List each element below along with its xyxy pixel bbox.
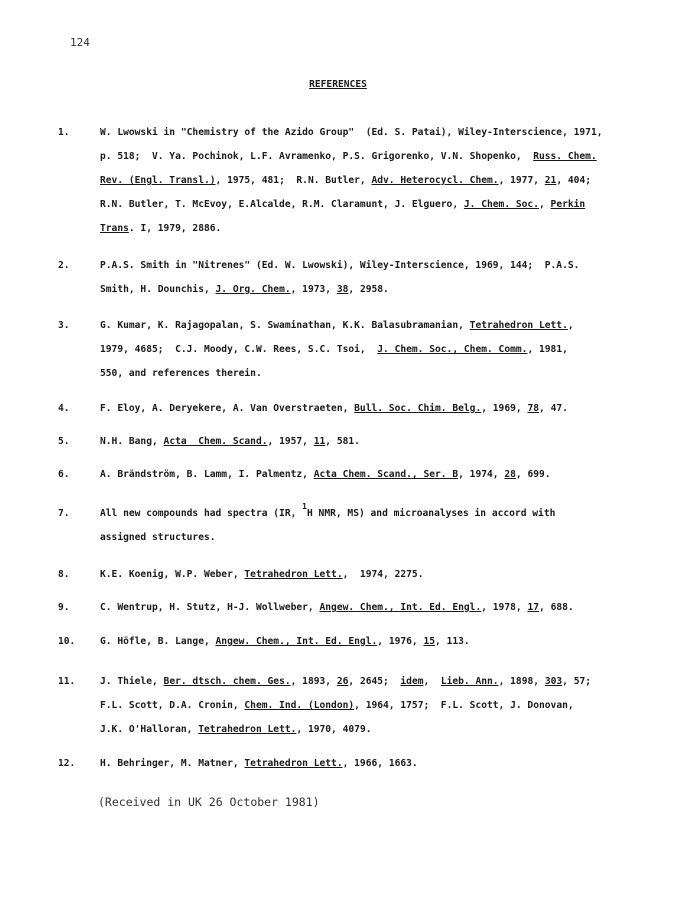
reference-text: Smith, H. Dounchis, [100,284,216,295]
reference-number: 12. [58,758,76,769]
references-heading: REFERENCES [309,79,367,90]
received-date-note: (Received in UK 26 October 1981) [98,795,320,809]
journal-citation: Russ. Chem. [533,151,597,162]
journal-citation: Tetrahedron Lett. [198,724,297,735]
reference-line [100,284,389,295]
reference-text: , 2645; [348,676,401,687]
reference-text: , 1974, 2275. [342,569,424,580]
reference-line [100,223,221,234]
journal-citation: 21 [544,175,557,186]
reference-line [100,260,579,271]
journal-citation: 26 [336,676,349,687]
reference-text: , 1957, [267,436,314,447]
journal-citation: 15 [423,636,436,647]
reference-text: . I, 1979, 2886. [128,223,222,234]
journal-citation: Tetrahedron Lett. [469,320,568,331]
reference-text: , 47. [539,403,568,414]
reference-text: , 1976, [377,636,424,647]
reference-text: assigned structures. [100,532,216,543]
journal-citation: Adv. Heterocycl. Chem. [371,175,499,186]
reference-number: 1. [58,127,70,138]
journal-citation: Bull. Soc. Chim. Belg. [354,403,482,414]
reference-line [100,151,597,162]
reference-text: P.A.S. Smith in "Nitrenes" (Ed. W. Lwowski), Wiley-Interscience, 1969, 144; P.A.S. [100,260,580,271]
reference-text: , 1964, 1757; F.L. Scott, J. Donovan, [354,700,574,711]
reference-text: W. Lwowski in "Chemistry of the Azido Group" (Ed. S. Patai), Wiley-Interscience, 1971, [100,127,603,138]
journal-citation: idem [400,676,424,687]
reference-number: 11. [58,676,76,687]
reference-line [100,403,568,414]
reference-text: , 1966, 1663. [342,758,418,769]
reference-text: C. Wentrup, H. Stutz, H-J. Wollweber, [100,602,320,613]
reference-text: F. Eloy, A. Deryekere, A. Van Overstraeten, [100,403,355,414]
reference-number: 7. [58,508,70,519]
reference-text: , 1981, [527,344,568,355]
reference-text: 550, and references therein. [100,368,262,379]
reference-line [100,676,591,687]
reference-number: 8. [58,569,70,580]
reference-text: 1979, 4685; C.J. Moody, C.W. Rees, S.C. Tsoi, [100,344,378,355]
reference-text: , [538,199,551,210]
reference-text: , 1974, [458,469,505,480]
reference-line [100,320,574,331]
superscript: 1 [302,502,307,511]
reference-text: , 581. [325,436,360,447]
reference-text: , 1978, [481,602,528,613]
reference-line [100,602,574,613]
reference-text: G. Höfle, B. Lange, [100,636,216,647]
reference-text: , 1893, [290,676,337,687]
page-number: 124 [70,36,90,49]
reference-line [100,532,216,543]
reference-text: N.H. Bang, [100,436,164,447]
reference-text: , 1975, 481; R.N. Butler, [215,175,372,186]
reference-number: 9. [58,602,70,613]
reference-number: 3. [58,320,70,331]
reference-number: 5. [58,436,70,447]
journal-citation: 78 [527,403,540,414]
reference-line [100,344,568,355]
reference-line [100,636,470,647]
reference-line [100,758,418,769]
reference-line [100,199,585,210]
journal-citation: Rev. (Engl. Transl.) [100,175,216,186]
reference-line [100,368,262,379]
reference-number: 2. [58,260,70,271]
reference-text: , 113. [435,636,470,647]
journal-citation: J. Chem. Soc., Chem. Comm. [377,344,528,355]
journal-citation: Acta Chem. Scand. [163,436,268,447]
reference-text: , 1898, [498,676,545,687]
reference-text: , 1969, [481,403,528,414]
reference-text: , [423,676,441,687]
journal-citation: J. Chem. Soc. [463,199,539,210]
journal-citation: Chem. Ind. (London) [244,700,355,711]
reference-text: J.K. O'Halloran, [100,724,199,735]
journal-citation: 28 [504,469,516,480]
reference-line [100,436,360,447]
reference-text: R.N. Butler, T. McEvoy, E.Alcalde, R.M. Claramunt, J. Elguero, [100,199,464,210]
journal-citation: Ber. dtsch. chem. Ges. [163,676,291,687]
reference-text: All new compounds had spectra (IR, [100,508,303,519]
reference-text: F.L. Scott, D.A. Cronin, [100,700,245,711]
journal-citation: 303 [544,676,563,687]
journal-citation: 17 [527,602,540,613]
reference-line [100,127,603,138]
reference-text: , 1973, [290,284,337,295]
journal-citation: Trans [100,223,129,234]
journal-citation: Angew. Chem., Int. Ed. Engl. [215,636,378,647]
journal-citation: Perkin [550,199,586,210]
journal-citation: Acta Chem. Scand., Ser. B [313,469,459,480]
reference-line [100,502,556,519]
journal-citation: Tetrahedron Lett. [244,569,343,580]
journal-citation: 38 [336,284,349,295]
journal-citation: Tetrahedron Lett. [244,758,343,769]
reference-text: A. Brändström, B. Lamm, I. Palmentz, [100,469,314,480]
reference-line [100,175,591,186]
reference-line [100,469,551,480]
reference-text: , 1977, [498,175,545,186]
reference-text: p. 518; V. Ya. Pochinok, L.F. Avramenko, P.S. Grigorenko, V.N. Shopenko, [100,151,534,162]
reference-text: G. Kumar, K. Rajagopalan, S. Swaminathan, K.K. Balasubramanian, [100,320,470,331]
reference-number: 10. [58,636,76,647]
reference-line [100,724,372,735]
reference-text: J. Thiele, [100,676,164,687]
reference-text: , 688. [539,602,574,613]
reference-text: K.E. Koenig, W.P. Weber, [100,569,245,580]
reference-text: , 2958. [348,284,389,295]
reference-line [100,700,574,711]
reference-text: , [567,320,574,331]
reference-text: , 57; [562,676,592,687]
journal-citation: Angew. Chem., Int. Ed. Engl. [319,602,482,613]
reference-line [100,569,423,580]
reference-text: , 404; [556,175,591,186]
reference-number: 6. [58,469,70,480]
journal-citation: J. Org. Chem. [215,284,291,295]
reference-number: 4. [58,403,70,414]
journal-citation: Lieb. Ann. [440,676,499,687]
reference-text: H. Behringer, M. Matner, [100,758,245,769]
reference-text: , 1970, 4079. [296,724,372,735]
reference-text: H NMR, MS) and microanalyses in accord with [307,508,556,519]
reference-text: , 699. [515,469,551,480]
journal-citation: 11 [313,436,326,447]
